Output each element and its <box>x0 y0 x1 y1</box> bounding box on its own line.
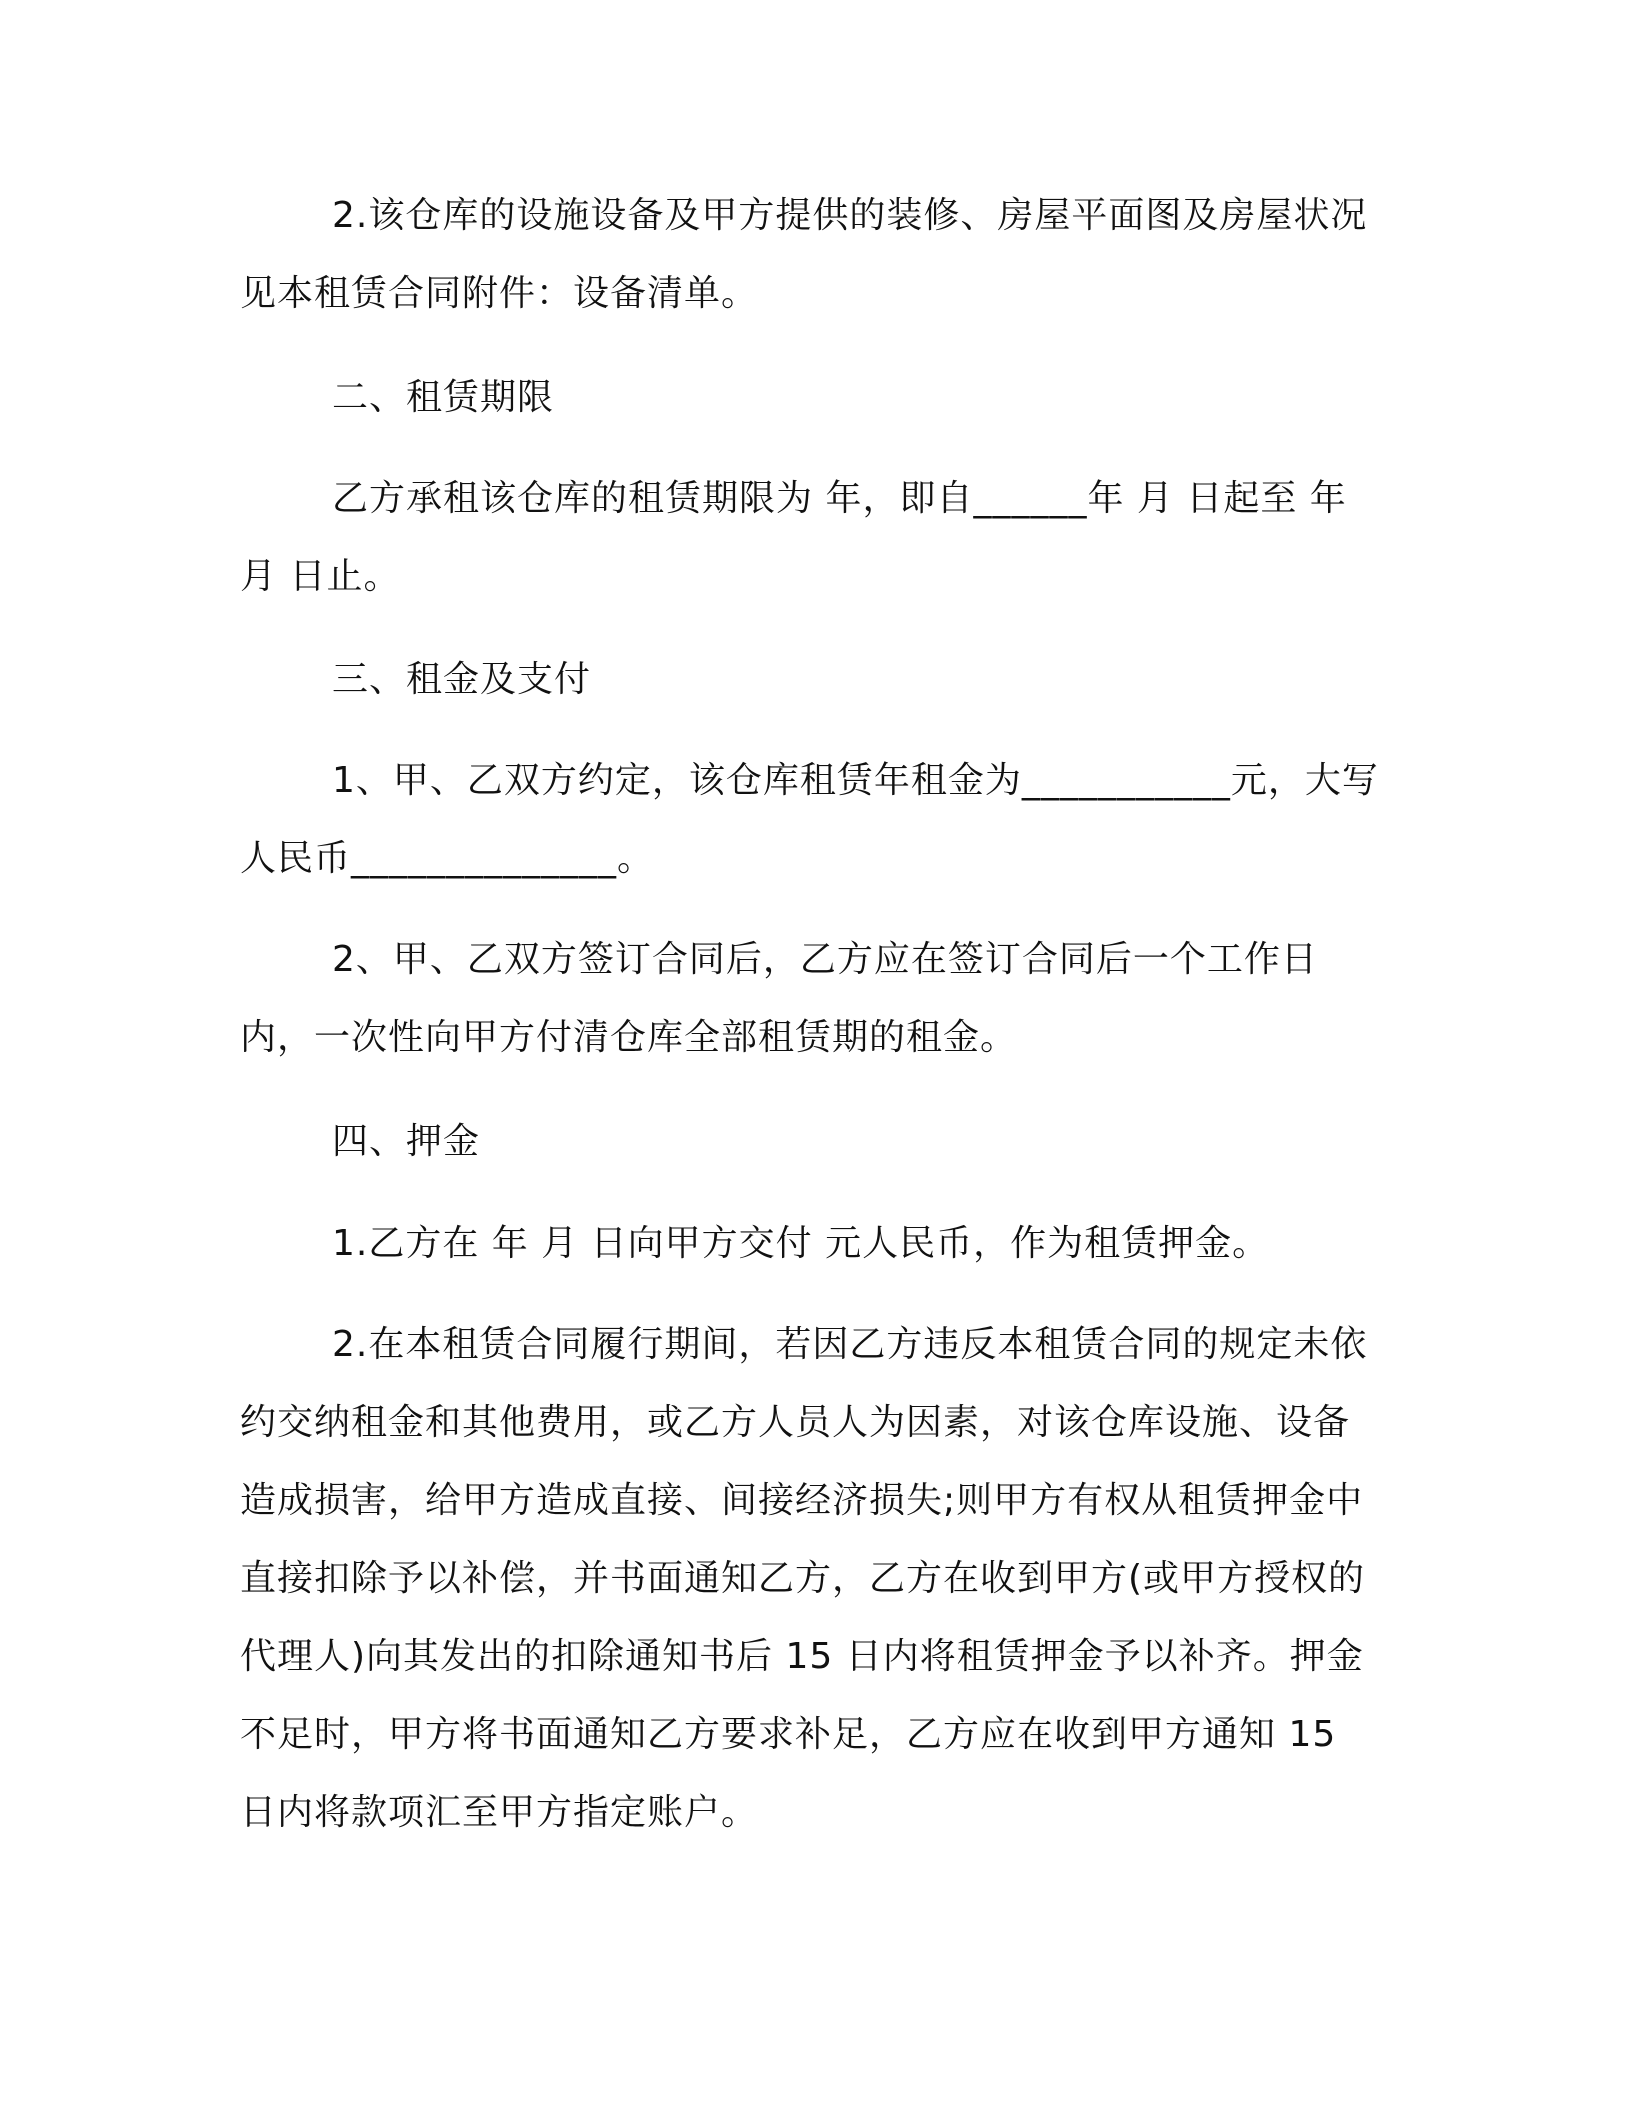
heading-lease-term: 二、租赁期限 <box>332 377 555 418</box>
paragraph-annual-rent: 1、甲、乙双方约定，该仓库租赁年租金为___________元，大写人民币______________。 <box>240 760 1379 879</box>
heading-deposit: 四、押金 <box>332 1121 481 1162</box>
paragraph-deposit-deduction: 2.在本租赁合同履行期间，若因乙方违反本租赁合同的规定未依约交纳租金和其他费用，或乙方人员人为因素，对该仓库设施、设备造成损害，给甲方造成直接、间接经济损失;则甲方有权从租赁押金中直接扣除予以补偿，并书面通知乙方，乙方在收到甲方(或甲方授权的代理人)向其发出的扣除通知书后 15 日内将租赁押金予以补齐。押金不足时，甲方将书面通知乙方要求补足，乙方应在收到甲方通知 15 日内将款项汇至甲方指定账户。 <box>240 1324 1368 1833</box>
heading-rent-payment: 三、租金及支付 <box>332 659 592 700</box>
paragraph-facilities-annex: 2.该仓库的设施设备及甲方提供的装修、房屋平面图及房屋状况见本租赁合同附件：设备清单。 <box>240 195 1368 314</box>
paragraph-deposit-payment: 1.乙方在 年 月 日向甲方交付 元人民币，作为租赁押金。 <box>332 1223 1270 1264</box>
paragraph-lease-term: 乙方承租该仓库的租赁期限为 年，即自______年 月 日起至 年月 日止。 <box>240 478 1347 597</box>
paragraph-payment-timing: 2、甲、乙双方签订合同后，乙方应在签订合同后一个工作日内，一次性向甲方付清仓库全部租赁期的租金。 <box>240 939 1318 1058</box>
